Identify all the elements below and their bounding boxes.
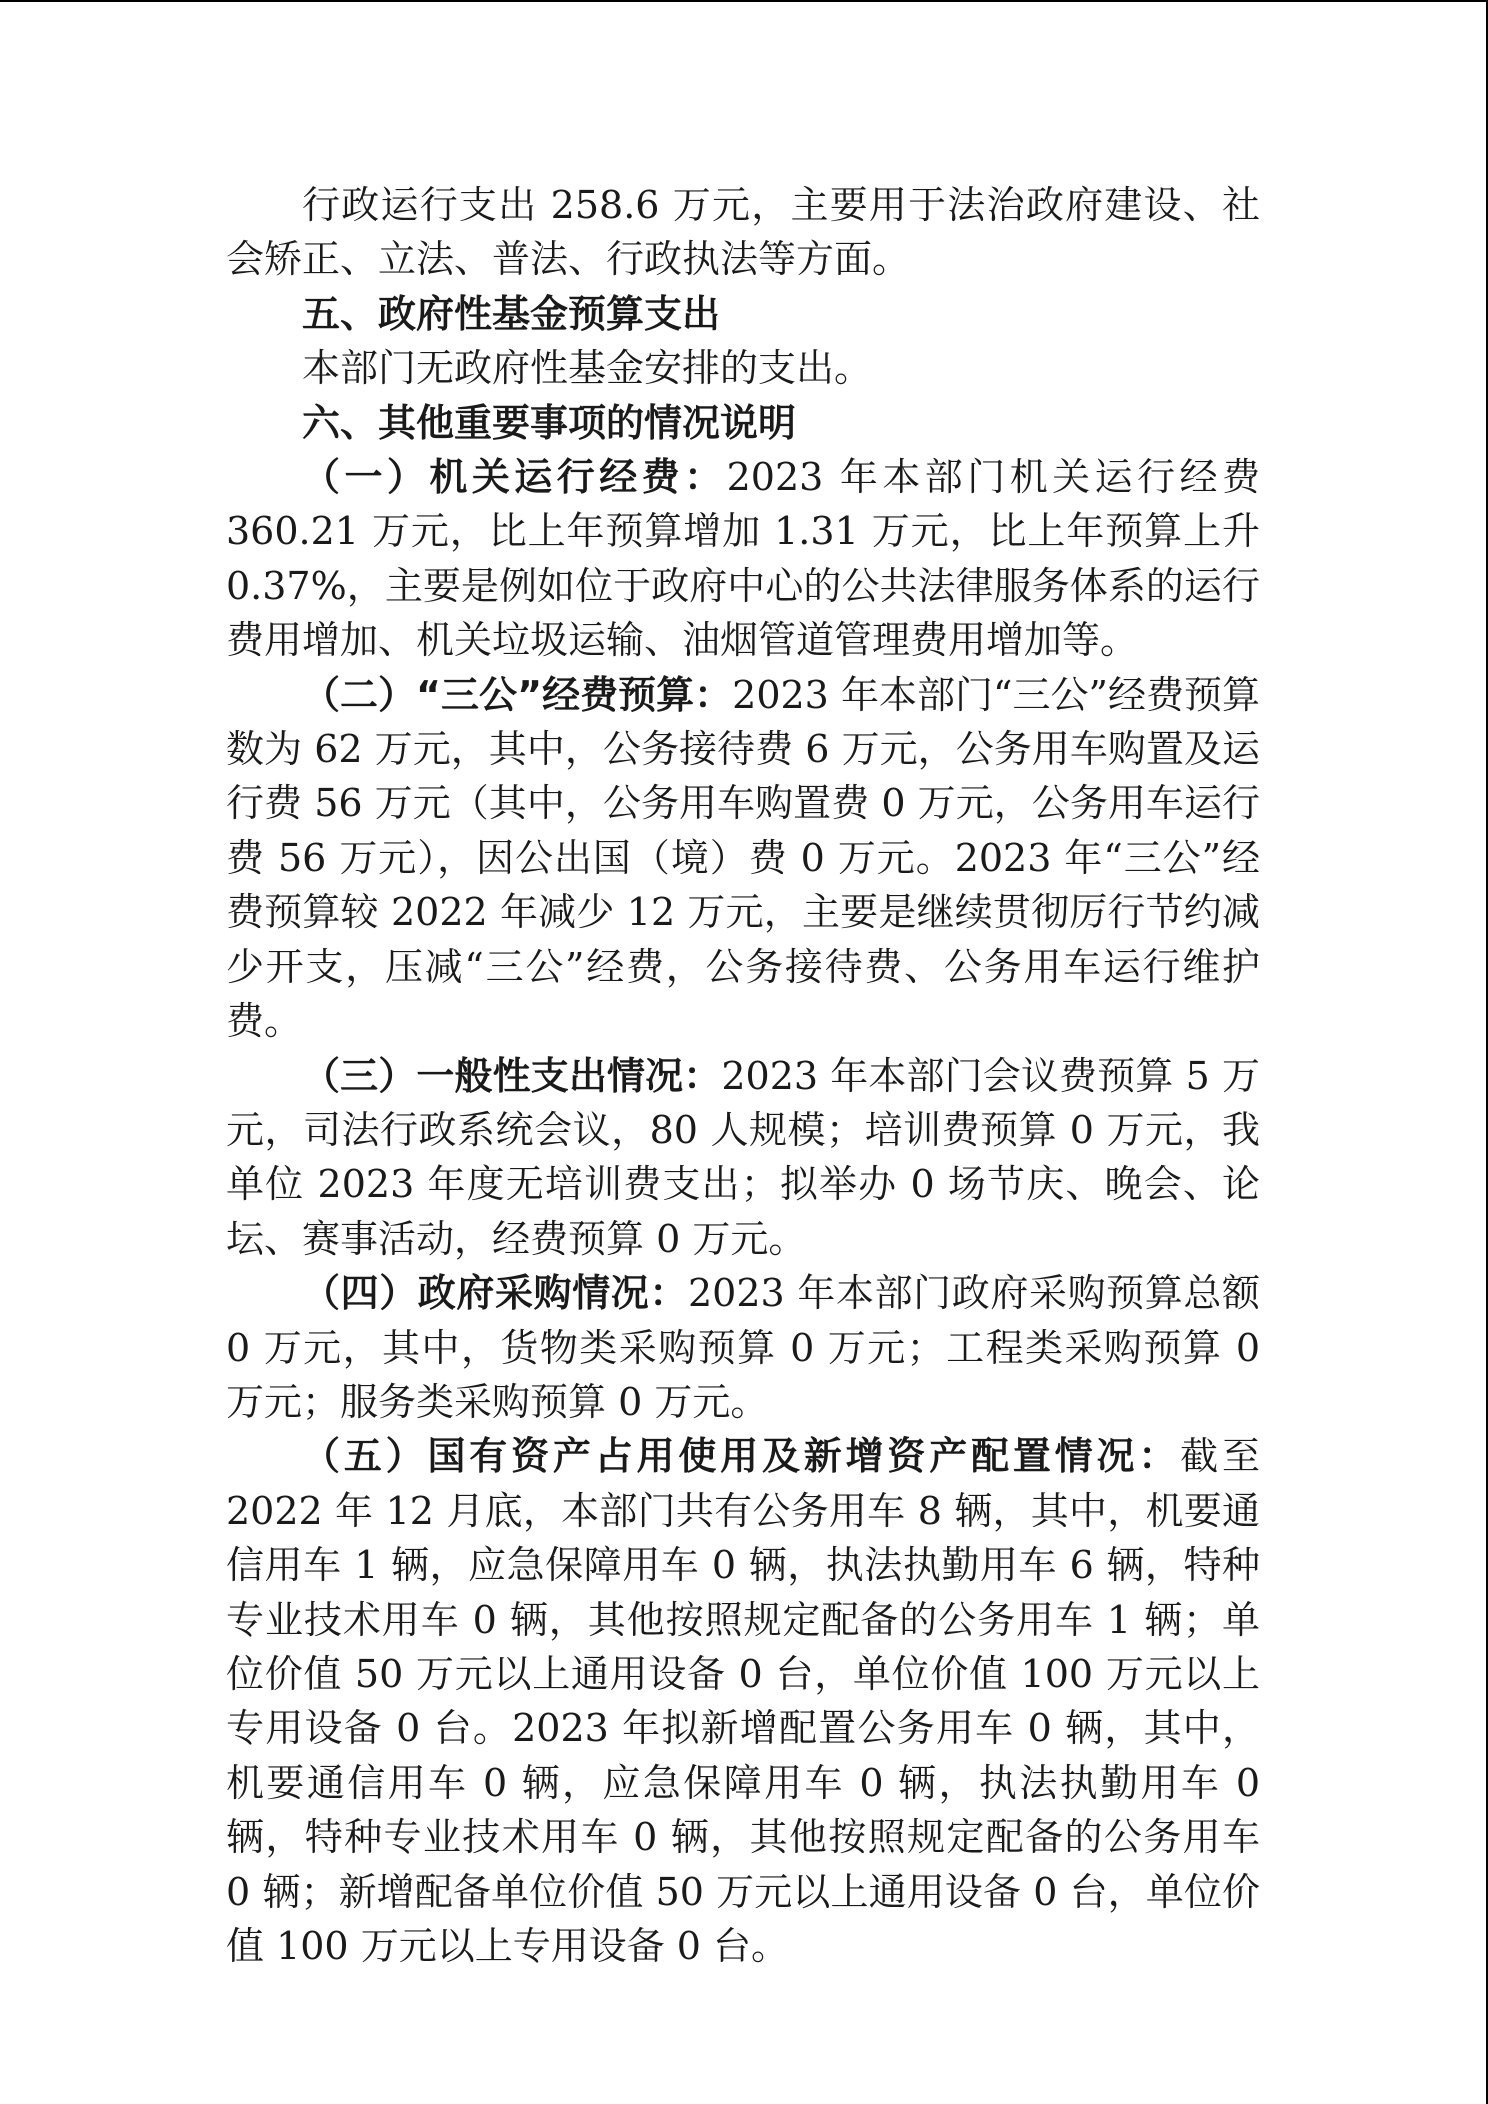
lead-procurement: （四）政府采购情况： (302, 1271, 688, 1316)
document-body (226, 178, 1260, 1973)
body-general-expense: 2023 年本部门会议费预算 5 万元，司法行政系统会议，80 人规模；培训费预算 0 万元，我单位 2023 年度无培训费支出；拟举办 0 场节庆、晚会、论坛、赛事活动，经费预算 0 万元。 (226, 1053, 1260, 1261)
paragraph-general-expense (226, 1049, 1260, 1267)
section-heading-fund-budget: 五、政府性基金预算支出 (302, 291, 721, 336)
lead-operating-expense: （一）机关运行经费： (302, 455, 727, 500)
lead-three-public-expense: （二）“三公”经费预算： (302, 672, 733, 717)
lead-state-assets: （五）国有资产占用使用及新增资产配置情况： (302, 1434, 1181, 1479)
paragraph-state-assets (226, 1429, 1260, 1973)
body-three-public-expense: 2023 年本部门“三公”经费预算数为 62 万元，其中，公务接待费 6 万元，公务用车购置及运行费 56 万元（其中，公务用车购置费 0 万元，公务用车运行费 56 万元），因公出国（境）费 0 万元。2023 年“三公”经费预算较 2022 年减少 12 万元，主要是继续贯彻厉行节约减少开支，压减“三公”经费，公务接待费、公务用车运行维护费。 (226, 672, 1260, 1044)
paragraph-no-fund-expense: 本部门无政府性基金安排的支出。 (302, 346, 873, 391)
paragraph-operating-expense (226, 450, 1260, 668)
body-operating-expense: 2023 年本部门机关运行经费 360.21 万元，比上年预算增加 1.31 万元，比上年预算上升 0.37%，主要是例如位于政府中心的公共法律服务体系的运行费用增加、机关垃圾运输、油烟管道管理费用增加等。 (226, 455, 1260, 663)
body-procurement: 2023 年本部门政府采购预算总额 0 万元，其中，货物类采购预算 0 万元；工程类采购预算 0 万元；服务类采购预算 0 万元。 (226, 1271, 1260, 1424)
paragraph-admin-expense: 行政运行支出 258.6 万元，主要用于法治政府建设、社会矫正、立法、普法、行政执法等方面。 (226, 183, 1260, 282)
paragraph-three-public-expense (226, 668, 1260, 1049)
lead-general-expense: （三）一般性支出情况： (302, 1053, 722, 1098)
section-heading-other-matters: 六、其他重要事项的情况说明 (302, 400, 797, 445)
body-state-assets: 截至 2022 年 12 月底，本部门共有公务用车 8 辆，其中，机要通信用车 1 辆，应急保障用车 0 辆，执法执勤用车 6 辆，特种专业技术用车 0 辆，其他按照规定配备的公务用车 1 辆；单位价值 50 万元以上通用设备 0 台，单位价值 100 万元以上专用设备 0 台。2023 年拟新增配置公务用车 0 辆，其中，机要通信用车 0 辆，应急保障用车 0 辆，执法执勤用车 0 辆，特种专业技术用车 0 辆，其他按照规定配备的公务用车 0 辆；新增配备单位价值 50 万元以上通用设备 0 台，单位价值 100 万元以上专用设备 0 台。 (226, 1434, 1260, 1968)
paragraph-procurement (226, 1266, 1260, 1429)
